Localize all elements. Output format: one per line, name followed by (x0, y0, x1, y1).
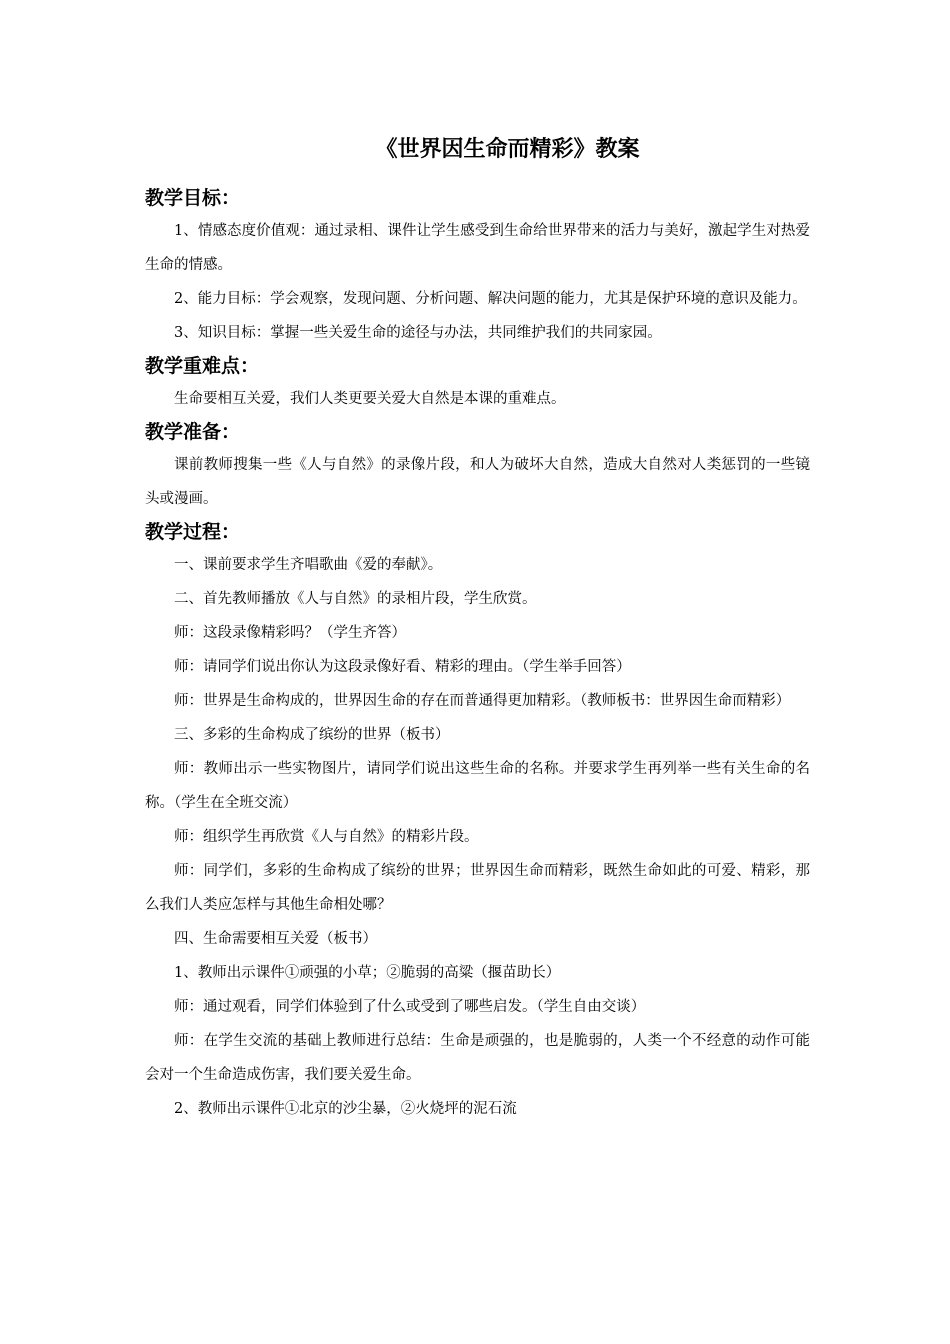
paragraph: 师：在学生交流的基础上教师进行总结：生命是顽强的，也是脆弱的，人类一个不经意的动作可能会对一个生命造成伤害，我们要关爱生命。 (145, 1033, 810, 1083)
paragraph: 师：这段录像精彩吗？（学生齐答） (174, 625, 406, 641)
paragraph: 四、生命需要相互关爱（板书） (174, 931, 377, 947)
section-teaching-process (145, 516, 810, 1126)
paragraph: 1、教师出示课件①顽强的小草；②脆弱的高粱（揠苗助长） (174, 965, 561, 981)
document-page (145, 130, 810, 1126)
document-title: 《世界因生命而精彩》教案 (375, 137, 640, 162)
paragraph: 生命要相互关爱，我们人类更要关爱大自然是本课的重难点。 (174, 391, 566, 407)
paragraph: 一、课前要求学生齐唱歌曲《爱的奉献》。 (174, 557, 443, 573)
paragraph: 2、能力目标：学会观察，发现问题、分析问题、解决问题的能力，尤其是保护环境的意识及能力。 (174, 291, 807, 307)
section-key-points (145, 350, 810, 416)
section-heading: 教学准备： (145, 421, 241, 443)
paragraph: 1、情感态度价值观：通过录相、课件让学生感受到生命给世界带来的活力与美好，激起学生对热爱生命的情感。 (145, 223, 810, 273)
section-preparation (145, 416, 810, 516)
section-teaching-goals (145, 182, 810, 350)
paragraph: 师：通过观看，同学们体验到了什么或受到了哪些启发。（学生自由交谈） (174, 999, 646, 1015)
paragraph: 三、多彩的生命构成了缤纷的世界（板书） (174, 727, 450, 743)
section-heading: 教学重难点： (145, 355, 260, 377)
paragraph: 师：请同学们说出你认为这段录像好看、精彩的理由。（学生举手回答） (174, 659, 631, 675)
paragraph: 师：组织学生再欣赏《人与自然》的精彩片段。 (174, 829, 479, 845)
paragraph: 2、教师出示课件①北京的沙尘暴，②火烧坪的泥石流 (174, 1101, 517, 1117)
section-heading: 教学过程： (145, 521, 241, 543)
paragraph: 二、首先教师播放《人与自然》的录相片段，学生欣赏。 (174, 591, 537, 607)
paragraph: 师：教师出示一些实物图片，请同学们说出这些生命的名称。并要求学生再列举一些有关生命的名称。（学生在全班交流） (145, 761, 810, 811)
paragraph: 师：同学们，多彩的生命构成了缤纷的世界；世界因生命而精彩，既然生命如此的可爱、精彩，那么我们人类应怎样与其他生命相处哪？ (145, 863, 810, 913)
section-heading: 教学目标： (145, 187, 241, 209)
paragraph: 师：世界是生命构成的，世界因生命的存在而普通得更加精彩。（教师板书：世界因生命而精彩） (174, 693, 791, 709)
paragraph: 课前教师搜集一些《人与自然》的录像片段，和人为破坏大自然，造成大自然对人类惩罚的一些镜头或漫画。 (145, 457, 810, 507)
paragraph: 3、知识目标：掌握一些关爱生命的途径与办法，共同维护我们的共同家园。 (174, 325, 662, 341)
